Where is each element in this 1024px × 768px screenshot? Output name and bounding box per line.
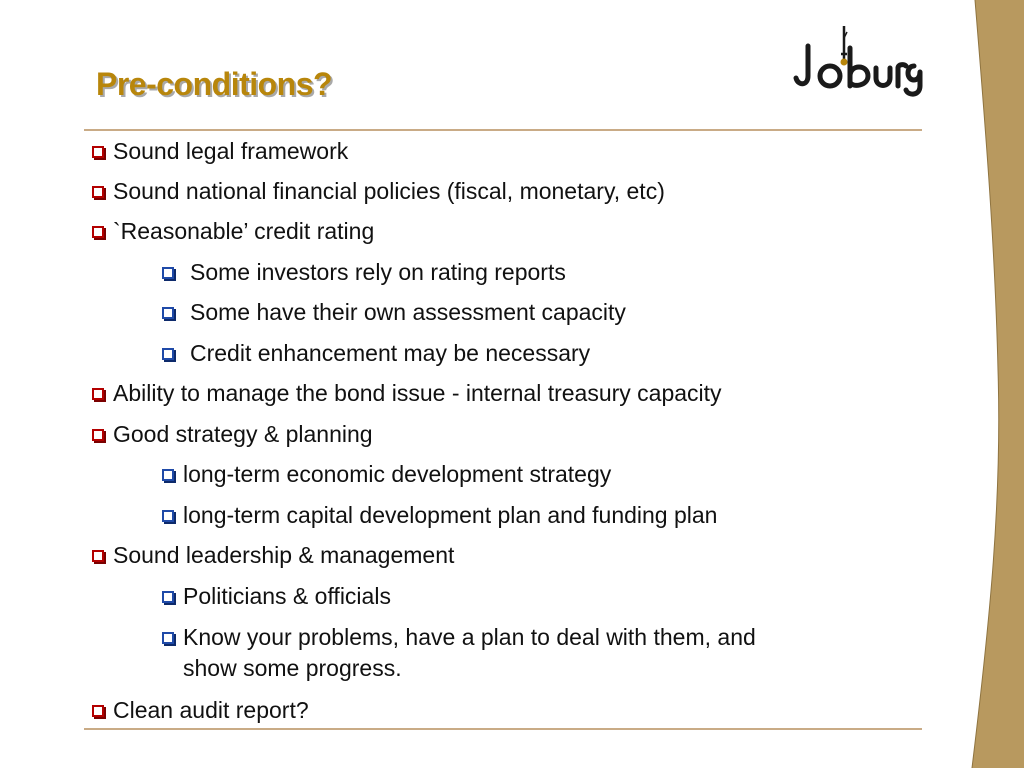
bullet-text: Sound national financial policies (fiscal, monetary, etc) <box>113 178 665 204</box>
sub-bullet-item <box>162 338 590 369</box>
sub-bullet-item <box>162 581 391 612</box>
checkbox-bullet-icon <box>162 632 174 644</box>
checkbox-bullet-icon <box>92 388 104 400</box>
sub-bullet-item <box>162 622 756 653</box>
checkbox-bullet-icon <box>92 550 104 562</box>
checkbox-bullet-icon <box>92 226 104 238</box>
checkbox-bullet-icon <box>92 705 104 717</box>
bullet-text: long-term capital development plan and funding plan <box>183 502 718 528</box>
bullet-text: long-term economic development strategy <box>183 461 612 487</box>
bullet-text: Good strategy & planning <box>113 421 373 447</box>
slide-title: Pre-conditions? <box>96 66 333 102</box>
bullet-text: Politicians & officials <box>183 583 391 609</box>
bullet-text: Clean audit report? <box>113 697 309 723</box>
bullet-continuation <box>183 653 402 684</box>
bullet-text: `Reasonable’ credit rating <box>113 218 375 244</box>
bullet-item <box>92 216 374 247</box>
checkbox-bullet-icon <box>92 186 104 198</box>
checkbox-bullet-icon <box>162 307 174 319</box>
bullet-text: Some investors rely on rating reports <box>190 259 566 285</box>
sub-bullet-item <box>162 257 566 288</box>
bullet-item <box>92 378 722 409</box>
checkbox-bullet-icon <box>162 469 174 481</box>
sub-bullet-item <box>162 459 611 490</box>
sub-bullet-item <box>162 297 626 328</box>
checkbox-bullet-icon <box>92 146 104 158</box>
bullet-item <box>92 176 665 207</box>
bullet-item <box>92 540 454 571</box>
bullet-text: Know your problems, have a plan to deal with them, and <box>183 624 756 650</box>
bullet-item <box>92 695 309 726</box>
checkbox-bullet-icon <box>162 591 174 603</box>
bullet-item <box>92 136 348 167</box>
bullet-text: Credit enhancement may be necessary <box>190 340 591 366</box>
bullet-text: Sound leadership & management <box>113 542 455 568</box>
checkbox-bullet-icon <box>162 510 174 522</box>
sub-bullet-item <box>162 500 717 531</box>
checkbox-bullet-icon <box>92 429 104 441</box>
bullet-text: Ability to manage the bond issue - internal treasury capacity <box>113 380 722 406</box>
bullet-item <box>92 419 373 450</box>
bullet-text: show some progress. <box>183 655 402 681</box>
checkbox-bullet-icon <box>162 348 174 360</box>
checkbox-bullet-icon <box>162 267 174 279</box>
bottom-divider <box>84 728 922 730</box>
bullet-text: Some have their own assessment capacity <box>190 299 626 325</box>
bullet-text: Sound legal framework <box>113 138 349 164</box>
